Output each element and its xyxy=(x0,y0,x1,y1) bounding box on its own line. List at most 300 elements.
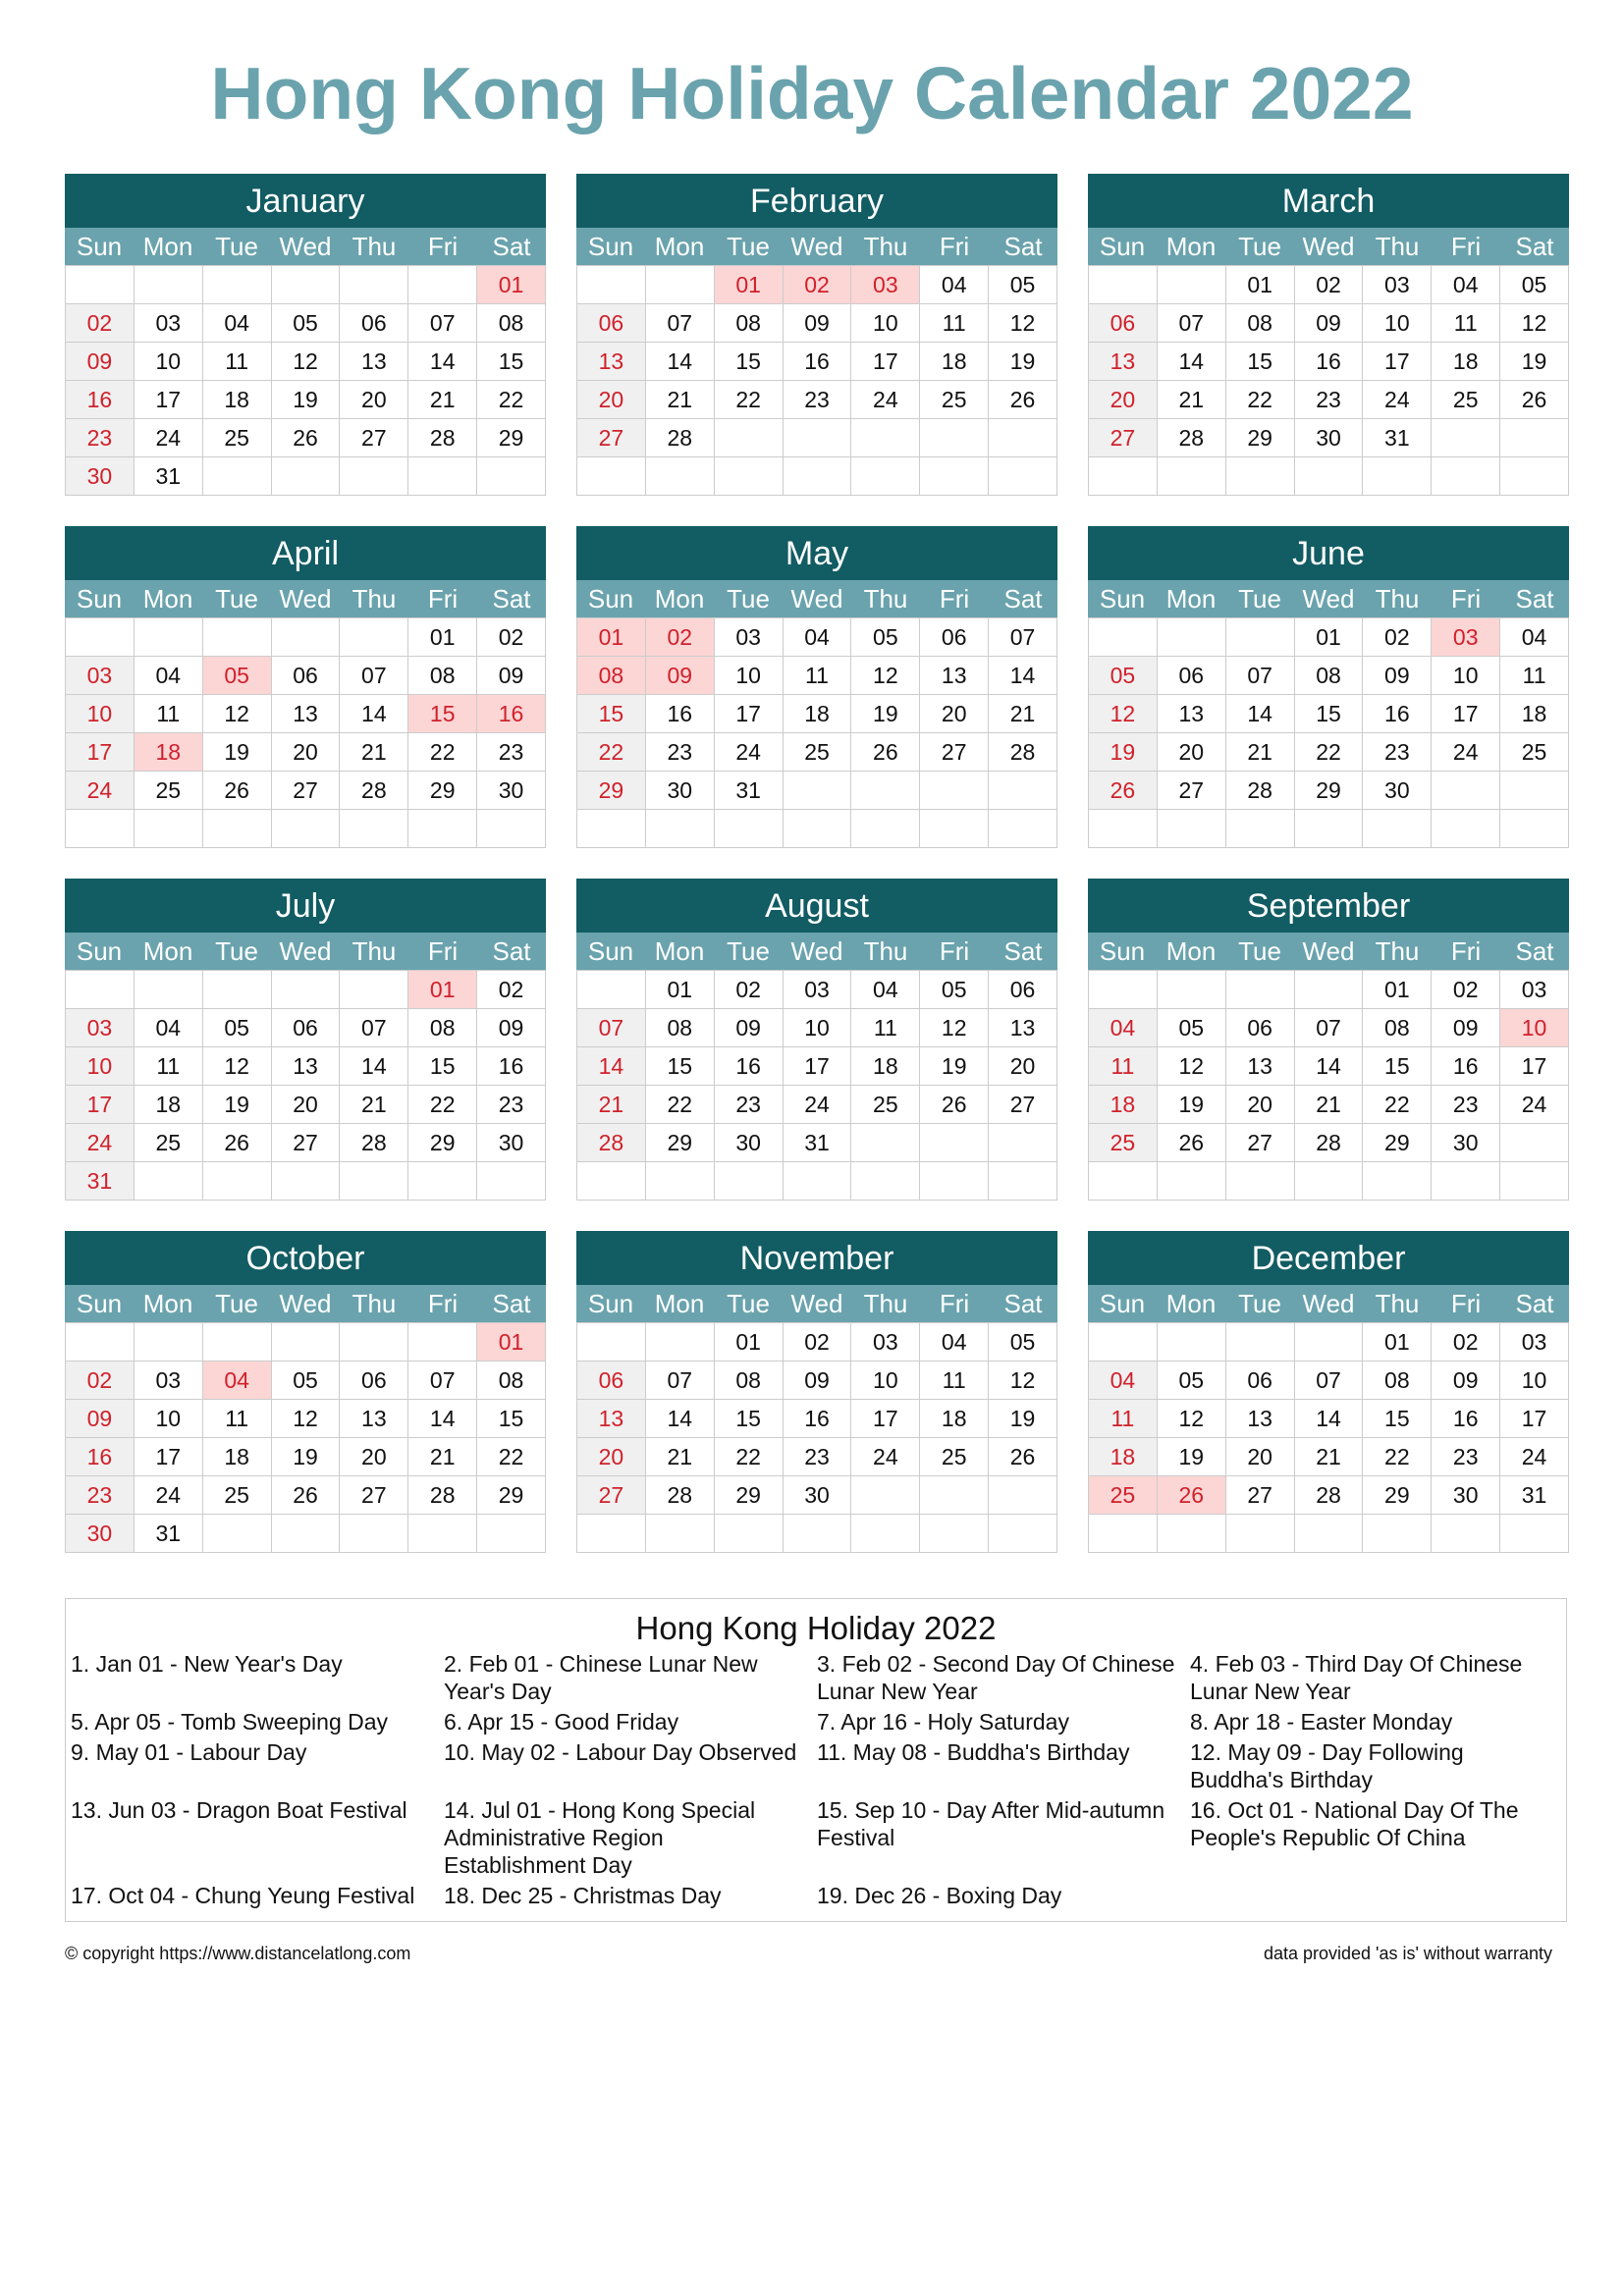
day-cell: 04 xyxy=(135,1009,203,1047)
empty-day-cell xyxy=(340,1162,408,1201)
holiday-day-cell: 01 xyxy=(408,971,477,1009)
day-cell: 03 xyxy=(851,1323,920,1362)
weekday-label: Thu xyxy=(352,1289,397,1318)
holiday-day-cell: 15 xyxy=(408,695,477,733)
empty-day-cell xyxy=(1363,810,1432,848)
weekday-label: Tue xyxy=(215,1289,258,1318)
month-february xyxy=(576,174,1057,499)
weekday-label: Sat xyxy=(1515,936,1554,966)
empty-day-cell xyxy=(784,772,852,810)
sunday-day-cell: 06 xyxy=(1089,304,1158,343)
day-cell: 28 xyxy=(340,1124,408,1162)
weekday-label: Sat xyxy=(1515,1289,1554,1318)
day-cell: 24 xyxy=(851,381,920,419)
day-cell: 31 xyxy=(715,772,784,810)
empty-day-cell xyxy=(1432,1162,1500,1201)
day-cell: 21 xyxy=(340,1086,408,1124)
day-cell: 17 xyxy=(135,1438,203,1476)
empty-day-cell xyxy=(1432,457,1500,496)
sunday-day-cell: 30 xyxy=(66,457,135,496)
day-cell: 02 xyxy=(477,971,546,1009)
day-cell: 30 xyxy=(1363,772,1432,810)
empty-day-cell xyxy=(1089,1323,1158,1362)
empty-day-cell xyxy=(1295,457,1364,496)
day-cell: 30 xyxy=(784,1476,852,1515)
weekday-label: Thu xyxy=(1375,584,1420,614)
weekday-label: Fri xyxy=(1450,584,1482,614)
month-name: September xyxy=(1088,879,1569,933)
empty-day-cell xyxy=(1432,1515,1500,1553)
day-grid xyxy=(576,970,1057,1201)
empty-day-cell xyxy=(784,1515,852,1553)
weekday-header xyxy=(65,1285,546,1322)
day-cell: 01 xyxy=(1363,1323,1432,1362)
day-cell: 08 xyxy=(477,304,546,343)
sunday-day-cell: 27 xyxy=(577,419,646,457)
empty-day-cell xyxy=(203,618,272,657)
weekday-label: Sun xyxy=(1099,936,1146,966)
month-name: May xyxy=(576,526,1057,580)
empty-day-cell xyxy=(66,1323,135,1362)
day-grid xyxy=(1088,1322,1569,1553)
empty-day-cell xyxy=(577,1323,646,1362)
weekday-label: Fri xyxy=(939,584,970,614)
day-cell: 22 xyxy=(1363,1086,1432,1124)
day-cell: 25 xyxy=(920,381,989,419)
empty-day-cell xyxy=(851,810,920,848)
day-cell: 23 xyxy=(477,1086,546,1124)
sunday-day-cell: 20 xyxy=(1089,381,1158,419)
empty-day-cell xyxy=(203,1323,272,1362)
day-cell: 07 xyxy=(989,618,1057,657)
weekday-label: Sun xyxy=(587,584,634,614)
weekday-label: Tue xyxy=(215,936,258,966)
empty-day-cell xyxy=(784,419,852,457)
holiday-day-cell: 03 xyxy=(1432,618,1500,657)
weekday-label: Mon xyxy=(1165,584,1217,614)
day-cell: 06 xyxy=(1158,657,1226,695)
weekday-label: Wed xyxy=(1302,232,1355,261)
empty-day-cell xyxy=(784,457,852,496)
day-cell: 27 xyxy=(1158,772,1226,810)
day-cell: 08 xyxy=(715,1362,784,1400)
day-cell: 09 xyxy=(1432,1009,1500,1047)
weekday-label: Mon xyxy=(1165,1289,1217,1318)
day-cell: 09 xyxy=(784,1362,852,1400)
day-cell: 06 xyxy=(920,618,989,657)
empty-day-cell xyxy=(1158,457,1226,496)
day-cell: 31 xyxy=(1500,1476,1569,1515)
day-cell: 13 xyxy=(272,695,341,733)
empty-day-cell xyxy=(1226,1515,1295,1553)
day-cell: 29 xyxy=(477,419,546,457)
empty-day-cell xyxy=(408,1515,477,1553)
day-cell: 14 xyxy=(646,343,715,381)
day-cell: 06 xyxy=(272,1009,341,1047)
day-cell: 10 xyxy=(135,343,203,381)
weekday-label: Wed xyxy=(1302,1289,1355,1318)
day-cell: 13 xyxy=(1158,695,1226,733)
day-cell: 15 xyxy=(1226,343,1295,381)
day-cell: 03 xyxy=(135,1362,203,1400)
day-cell: 20 xyxy=(340,381,408,419)
weekday-label: Tue xyxy=(215,584,258,614)
day-cell: 08 xyxy=(715,304,784,343)
day-cell: 25 xyxy=(1432,381,1500,419)
day-cell: 31 xyxy=(135,1515,203,1553)
empty-day-cell xyxy=(1295,1515,1364,1553)
empty-day-cell xyxy=(1226,618,1295,657)
holiday-day-cell: 09 xyxy=(646,657,715,695)
day-cell: 07 xyxy=(408,1362,477,1400)
day-cell: 06 xyxy=(340,1362,408,1400)
holiday-day-cell: 25 xyxy=(1089,1476,1158,1515)
month-name: August xyxy=(576,879,1057,933)
weekday-header xyxy=(576,1285,1057,1322)
day-cell: 21 xyxy=(989,695,1057,733)
day-cell: 19 xyxy=(203,1086,272,1124)
day-cell: 13 xyxy=(920,657,989,695)
weekday-label: Wed xyxy=(790,936,843,966)
empty-day-cell xyxy=(920,1476,989,1515)
empty-day-cell xyxy=(477,1515,546,1553)
month-name: October xyxy=(65,1231,546,1285)
empty-day-cell xyxy=(340,810,408,848)
day-cell: 02 xyxy=(715,971,784,1009)
day-cell: 06 xyxy=(989,971,1057,1009)
day-cell: 05 xyxy=(272,1362,341,1400)
sunday-day-cell: 11 xyxy=(1089,1400,1158,1438)
day-cell: 19 xyxy=(1500,343,1569,381)
sunday-day-cell: 09 xyxy=(66,343,135,381)
sunday-day-cell: 21 xyxy=(577,1086,646,1124)
empty-day-cell xyxy=(1500,419,1569,457)
day-cell: 18 xyxy=(784,695,852,733)
day-cell: 12 xyxy=(851,657,920,695)
empty-day-cell xyxy=(1158,1323,1226,1362)
day-cell: 05 xyxy=(851,618,920,657)
empty-day-cell xyxy=(989,1476,1057,1515)
day-cell: 16 xyxy=(477,1047,546,1086)
empty-day-cell xyxy=(1226,457,1295,496)
day-cell: 14 xyxy=(408,1400,477,1438)
day-cell: 09 xyxy=(1432,1362,1500,1400)
empty-day-cell xyxy=(1432,810,1500,848)
day-cell: 13 xyxy=(989,1009,1057,1047)
weekday-label: Sat xyxy=(492,936,531,966)
day-cell: 07 xyxy=(408,304,477,343)
day-cell: 28 xyxy=(408,419,477,457)
holiday-day-cell: 10 xyxy=(1500,1009,1569,1047)
empty-day-cell xyxy=(989,1515,1057,1553)
weekday-label: Thu xyxy=(352,584,397,614)
day-cell: 11 xyxy=(203,1400,272,1438)
day-cell: 19 xyxy=(851,695,920,733)
weekday-label: Sun xyxy=(76,584,123,614)
day-cell: 26 xyxy=(1500,381,1569,419)
day-cell: 15 xyxy=(715,343,784,381)
day-cell: 15 xyxy=(1363,1047,1432,1086)
empty-day-cell xyxy=(340,1515,408,1553)
day-grid xyxy=(576,265,1057,496)
empty-day-cell xyxy=(577,810,646,848)
empty-day-cell xyxy=(66,971,135,1009)
day-cell: 29 xyxy=(646,1124,715,1162)
month-october xyxy=(65,1231,546,1556)
empty-day-cell xyxy=(203,457,272,496)
day-cell: 14 xyxy=(1295,1047,1364,1086)
day-cell: 24 xyxy=(1432,733,1500,772)
day-cell: 02 xyxy=(1432,1323,1500,1362)
day-cell: 28 xyxy=(1158,419,1226,457)
day-cell: 17 xyxy=(1500,1047,1569,1086)
day-cell: 09 xyxy=(477,657,546,695)
sunday-day-cell: 10 xyxy=(66,1047,135,1086)
month-name: November xyxy=(576,1231,1057,1285)
empty-day-cell xyxy=(784,810,852,848)
day-grid xyxy=(1088,970,1569,1201)
day-cell: 27 xyxy=(1226,1476,1295,1515)
day-cell: 27 xyxy=(340,1476,408,1515)
day-cell: 24 xyxy=(1363,381,1432,419)
weekday-label: Fri xyxy=(939,936,970,966)
day-cell: 29 xyxy=(408,1124,477,1162)
day-cell: 23 xyxy=(1432,1086,1500,1124)
empty-day-cell xyxy=(408,266,477,304)
legend-item: 17. Oct 04 - Chung Yeung Festival xyxy=(71,1883,415,1908)
weekday-label: Sat xyxy=(1515,232,1554,261)
day-cell: 08 xyxy=(408,1009,477,1047)
empty-day-cell xyxy=(1295,1162,1364,1201)
sunday-day-cell: 06 xyxy=(577,1362,646,1400)
weekday-label: Sat xyxy=(1515,584,1554,614)
day-cell: 26 xyxy=(272,1476,341,1515)
empty-day-cell xyxy=(646,1162,715,1201)
day-cell: 22 xyxy=(408,733,477,772)
empty-day-cell xyxy=(477,1162,546,1201)
empty-day-cell xyxy=(1158,810,1226,848)
day-cell: 12 xyxy=(1158,1047,1226,1086)
empty-day-cell xyxy=(1500,457,1569,496)
empty-day-cell xyxy=(340,266,408,304)
day-cell: 06 xyxy=(340,304,408,343)
day-cell: 18 xyxy=(1432,343,1500,381)
sunday-day-cell: 09 xyxy=(66,1400,135,1438)
legend-list xyxy=(66,1650,1566,1909)
weekday-label: Thu xyxy=(352,936,397,966)
day-cell: 18 xyxy=(1500,695,1569,733)
empty-day-cell xyxy=(272,1323,341,1362)
day-cell: 09 xyxy=(715,1009,784,1047)
empty-day-cell xyxy=(203,810,272,848)
day-cell: 30 xyxy=(646,772,715,810)
day-cell: 19 xyxy=(989,343,1057,381)
legend-item: 18. Dec 25 - Christmas Day xyxy=(444,1883,722,1908)
empty-day-cell xyxy=(1500,810,1569,848)
day-cell: 12 xyxy=(272,343,341,381)
empty-day-cell xyxy=(715,1162,784,1201)
empty-day-cell xyxy=(408,810,477,848)
weekday-label: Mon xyxy=(142,936,193,966)
day-cell: 11 xyxy=(1432,304,1500,343)
day-cell: 24 xyxy=(851,1438,920,1476)
day-cell: 22 xyxy=(477,1438,546,1476)
weekday-label: Wed xyxy=(790,1289,843,1318)
day-cell: 31 xyxy=(784,1124,852,1162)
month-april xyxy=(65,526,546,851)
months-grid xyxy=(65,174,1569,1556)
weekday-label: Sun xyxy=(1099,232,1146,261)
sunday-day-cell: 20 xyxy=(577,381,646,419)
day-cell: 09 xyxy=(1295,304,1364,343)
empty-day-cell xyxy=(577,457,646,496)
empty-day-cell xyxy=(1500,1162,1569,1201)
weekday-label: Mon xyxy=(654,232,705,261)
empty-day-cell xyxy=(1158,971,1226,1009)
sunday-day-cell: 16 xyxy=(66,381,135,419)
day-cell: 19 xyxy=(1158,1086,1226,1124)
empty-day-cell xyxy=(272,1162,341,1201)
weekday-label: Tue xyxy=(727,232,770,261)
day-cell: 03 xyxy=(135,304,203,343)
sunday-day-cell: 15 xyxy=(577,695,646,733)
empty-day-cell xyxy=(1089,618,1158,657)
weekday-label: Wed xyxy=(790,232,843,261)
day-cell: 01 xyxy=(1363,971,1432,1009)
day-cell: 14 xyxy=(646,1400,715,1438)
sunday-day-cell: 29 xyxy=(577,772,646,810)
legend-item: 10. May 02 - Labour Day Observed xyxy=(444,1739,797,1765)
sunday-day-cell: 16 xyxy=(66,1438,135,1476)
empty-day-cell xyxy=(1226,810,1295,848)
day-cell: 30 xyxy=(1432,1124,1500,1162)
day-cell: 04 xyxy=(1432,266,1500,304)
sunday-day-cell: 17 xyxy=(66,733,135,772)
legend-item: 19. Dec 26 - Boxing Day xyxy=(817,1883,1062,1908)
day-cell: 03 xyxy=(1500,971,1569,1009)
holiday-day-cell: 01 xyxy=(715,266,784,304)
weekday-label: Fri xyxy=(939,232,970,261)
month-name: April xyxy=(65,526,546,580)
empty-day-cell xyxy=(1158,266,1226,304)
day-grid xyxy=(576,1322,1057,1553)
weekday-label: Thu xyxy=(1375,232,1420,261)
weekday-label: Sun xyxy=(587,936,634,966)
day-cell: 06 xyxy=(272,657,341,695)
weekday-label: Wed xyxy=(279,232,332,261)
sunday-day-cell: 18 xyxy=(1089,1438,1158,1476)
day-cell: 21 xyxy=(646,1438,715,1476)
day-cell: 16 xyxy=(1295,343,1364,381)
empty-day-cell xyxy=(340,1323,408,1362)
day-cell: 17 xyxy=(851,343,920,381)
day-cell: 23 xyxy=(1295,381,1364,419)
day-cell: 06 xyxy=(1226,1009,1295,1047)
sunday-day-cell: 04 xyxy=(1089,1009,1158,1047)
disclaimer-text: data provided 'as is' without warranty xyxy=(1263,1944,1552,1963)
day-cell: 12 xyxy=(203,1047,272,1086)
day-cell: 13 xyxy=(340,343,408,381)
day-cell: 15 xyxy=(477,1400,546,1438)
empty-day-cell xyxy=(920,1515,989,1553)
empty-day-cell xyxy=(272,457,341,496)
day-cell: 27 xyxy=(272,1124,341,1162)
day-cell: 28 xyxy=(1226,772,1295,810)
day-cell: 10 xyxy=(851,1362,920,1400)
day-cell: 15 xyxy=(408,1047,477,1086)
weekday-label: Sun xyxy=(587,232,634,261)
legend-item: 3. Feb 02 - Second Day Of Chinese Lunar New Year xyxy=(817,1651,1175,1704)
day-cell: 27 xyxy=(989,1086,1057,1124)
empty-day-cell xyxy=(1089,266,1158,304)
day-cell: 26 xyxy=(989,1438,1057,1476)
weekday-header xyxy=(1088,933,1569,970)
day-cell: 21 xyxy=(408,381,477,419)
weekday-label: Sun xyxy=(76,936,123,966)
day-cell: 29 xyxy=(1363,1476,1432,1515)
empty-day-cell xyxy=(920,772,989,810)
day-cell: 28 xyxy=(340,772,408,810)
day-cell: 05 xyxy=(272,304,341,343)
sunday-day-cell: 31 xyxy=(66,1162,135,1201)
day-cell: 21 xyxy=(646,381,715,419)
day-cell: 17 xyxy=(715,695,784,733)
sunday-day-cell: 26 xyxy=(1089,772,1158,810)
day-cell: 28 xyxy=(989,733,1057,772)
day-cell: 01 xyxy=(715,1323,784,1362)
empty-day-cell xyxy=(989,419,1057,457)
month-august xyxy=(576,879,1057,1203)
weekday-header xyxy=(576,228,1057,265)
day-cell: 13 xyxy=(1226,1400,1295,1438)
day-cell: 04 xyxy=(851,971,920,1009)
day-cell: 27 xyxy=(340,419,408,457)
weekday-label: Fri xyxy=(427,1289,459,1318)
empty-day-cell xyxy=(203,1515,272,1553)
sunday-day-cell: 17 xyxy=(66,1086,135,1124)
day-cell: 23 xyxy=(477,733,546,772)
empty-day-cell xyxy=(851,1515,920,1553)
sunday-day-cell: 24 xyxy=(66,772,135,810)
legend-item: 9. May 01 - Labour Day xyxy=(71,1739,307,1765)
day-cell: 10 xyxy=(135,1400,203,1438)
weekday-label: Mon xyxy=(142,232,193,261)
day-cell: 23 xyxy=(1432,1438,1500,1476)
day-cell: 05 xyxy=(989,266,1057,304)
day-cell: 12 xyxy=(989,304,1057,343)
day-cell: 01 xyxy=(646,971,715,1009)
day-grid xyxy=(65,970,546,1201)
day-cell: 22 xyxy=(1363,1438,1432,1476)
day-cell: 11 xyxy=(920,304,989,343)
month-march xyxy=(1088,174,1569,499)
day-cell: 26 xyxy=(203,1124,272,1162)
empty-day-cell xyxy=(577,1515,646,1553)
empty-day-cell xyxy=(1089,457,1158,496)
empty-day-cell xyxy=(1500,1124,1569,1162)
weekday-label: Mon xyxy=(654,1289,705,1318)
empty-day-cell xyxy=(989,810,1057,848)
day-cell: 10 xyxy=(1500,1362,1569,1400)
day-grid xyxy=(1088,617,1569,848)
day-cell: 09 xyxy=(784,304,852,343)
holiday-day-cell: 02 xyxy=(784,266,852,304)
legend-item: 5. Apr 05 - Tomb Sweeping Day xyxy=(71,1709,389,1735)
day-cell: 20 xyxy=(1226,1086,1295,1124)
weekday-header xyxy=(1088,580,1569,617)
day-cell: 15 xyxy=(715,1400,784,1438)
empty-day-cell xyxy=(715,457,784,496)
